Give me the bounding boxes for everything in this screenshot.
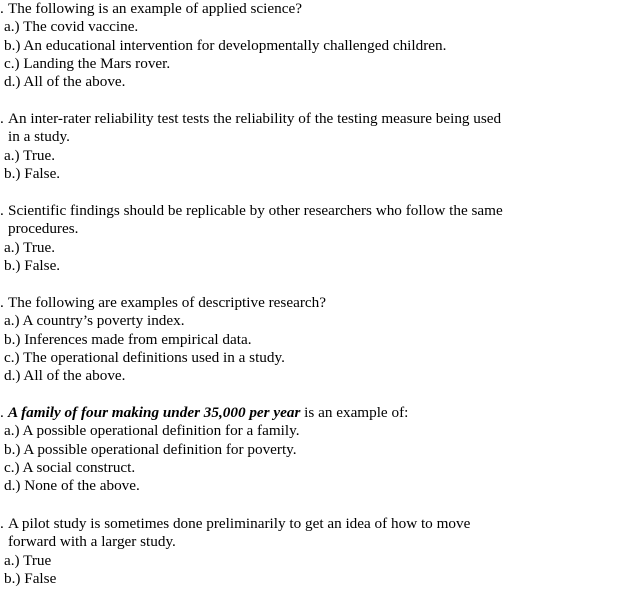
- question-3-option-a: a.) True.: [4, 238, 56, 256]
- question-4-option-a: a.) A country’s poverty index.: [4, 312, 185, 330]
- question-2-stem-line-1: An inter-rater reliability test tests the reliability of the testing measure being used: [8, 110, 502, 127]
- question-4: [0, 294, 634, 385]
- question-5-stem-emphasis: A family of four making under 35,000 per year: [8, 404, 301, 421]
- question-1-option-b: b.) An educational intervention for developmentally challenged children.: [4, 36, 447, 54]
- question-3-stem-line-2: procedures.: [8, 220, 79, 238]
- question-3-option-b: b.) False.: [4, 256, 61, 274]
- question-2: [0, 110, 634, 183]
- question-6-option-a: a.) True: [4, 551, 52, 569]
- question-1-option-d: d.) All of the above.: [4, 73, 126, 91]
- question-6-option-b: b.) False: [4, 569, 57, 587]
- question-5: [0, 404, 634, 495]
- question-4-option-b: b.) Inferences made from empirical data.: [4, 330, 252, 348]
- question-4-option-c: c.) The operational definitions used in a study.: [4, 348, 285, 366]
- question-3-stem-line-1: Scientific findings should be replicable by other researchers who follow the same: [8, 202, 503, 219]
- question-2-option-b: b.) False.: [4, 164, 61, 182]
- question-5-option-b: b.) A possible operational definition for poverty.: [4, 440, 297, 458]
- question-1-option-c: c.) Landing the Mars rover.: [4, 54, 171, 72]
- question-bullet: .: [0, 202, 4, 219]
- question-6-stem-line-1: A pilot study is sometimes done preliminarily to get an idea of how to move: [8, 515, 471, 532]
- question-bullet: .: [0, 0, 4, 17]
- question-5-option-a: a.) A possible operational definition for a family.: [4, 422, 300, 440]
- question-2-stem-line-2: in a study.: [8, 128, 70, 146]
- question-1-stem-line-1: The following is an example of applied science?: [8, 0, 302, 17]
- question-bullet: .: [0, 404, 4, 421]
- question-3-stem: [0, 202, 634, 220]
- question-1-stem: [0, 0, 634, 18]
- question-bullet: .: [0, 515, 4, 532]
- question-2-stem: [0, 110, 634, 128]
- question-4-option-d: d.) All of the above.: [4, 367, 126, 385]
- question-4-stem: [0, 294, 634, 312]
- question-4-stem-line-1: The following are examples of descriptive research?: [8, 294, 326, 311]
- question-5-stem: [0, 404, 634, 422]
- question-1-option-a: a.) The covid vaccine.: [4, 18, 139, 36]
- question-2-option-a: a.) True.: [4, 146, 56, 164]
- question-5-option-c: c.) A social construct.: [4, 458, 136, 476]
- question-3: [0, 202, 634, 275]
- question-1: [0, 0, 634, 91]
- question-bullet: .: [0, 294, 4, 311]
- question-6-stem-line-2: forward with a larger study.: [8, 533, 176, 551]
- question-6: [0, 515, 634, 588]
- question-bullet: .: [0, 110, 4, 127]
- question-6-stem: [0, 515, 634, 533]
- question-5-stem-rest: is an example of:: [300, 404, 409, 421]
- question-5-option-d: d.) None of the above.: [4, 477, 140, 495]
